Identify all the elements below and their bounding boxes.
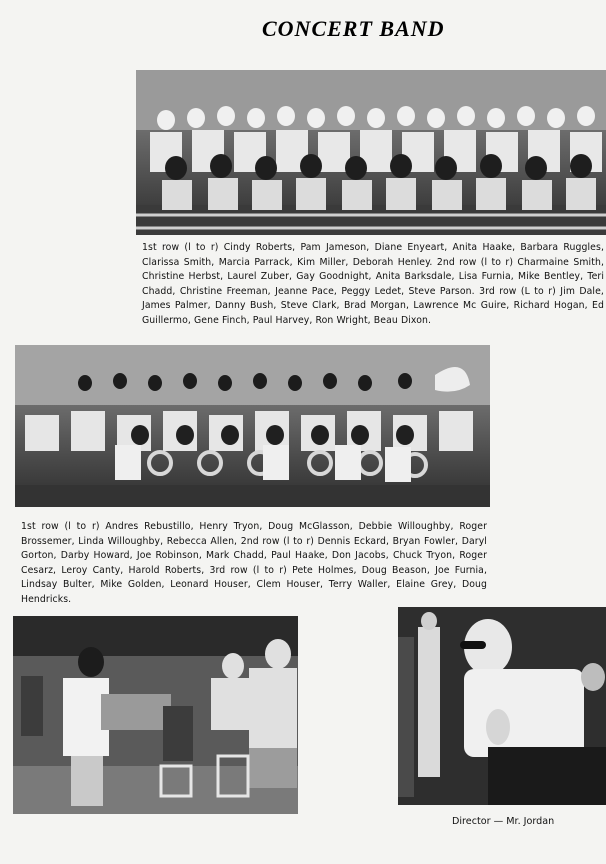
band-rehearsal-photo — [13, 616, 298, 814]
group-photo-1-caption: 1st row (l to r) Cindy Roberts, Pam Jameson, Diane Enyeart, Anita Haake, Barbara Ruggles, Clarissa Smith, Marcia Parrack, Kim Miller, Deborah Henley. 2nd row (l to r) Charmaine Smith, Christine Herbst, Laurel Zuber, Gay Goodnight, Anita Barksdale, Lisa Furnia, Mike Bentley, Teri Chadd, Christine Freeman, Jeanne Pace, Peggy Ledet, Steve Parson. 3rd row (L to r) Jim Dale, James Palmer, Danny Bush, Steve Clark, Brad Morgan, Lawrence Mc Guire, Richard Hogan, Ed Guillermo, Gene Finch, Paul Harvey, Ron Wright, Beau Dixon. — [142, 242, 604, 326]
concert-band-group-photo-2 — [15, 345, 490, 507]
group-photo-2-caption: 1st row (l to r) Andres Rebustillo, Henry Tryon, Doug McGlasson, Debbie Willoughby, Roger Brossemer, Linda Willoughby, Rebecca Allen, 2nd row (l to r) Dennis Eckard, Bryan Fowler, Daryl Gorton, Darby Howard, Joe Robinson, Mark Chadd, Paul Haake, Don Jacobs, Chuck Tryon, Roger Cesarz, Leroy Canty, Harold Roberts, 3rd row (l to r) Pete Holmes, Doug Beason, Joe Furnia, Lindsay Bulter, Mike Golden, Leonard Houser, Clem Houser, Terry Waller, Elaine Grey, Doug Hendricks. — [21, 521, 487, 605]
director-caption: Director — Mr. Jordan — [452, 816, 555, 827]
concert-band-group-photo-1 — [136, 70, 606, 235]
page-title: CONCERT BAND — [262, 16, 445, 41]
director-portrait-photo — [398, 607, 606, 805]
